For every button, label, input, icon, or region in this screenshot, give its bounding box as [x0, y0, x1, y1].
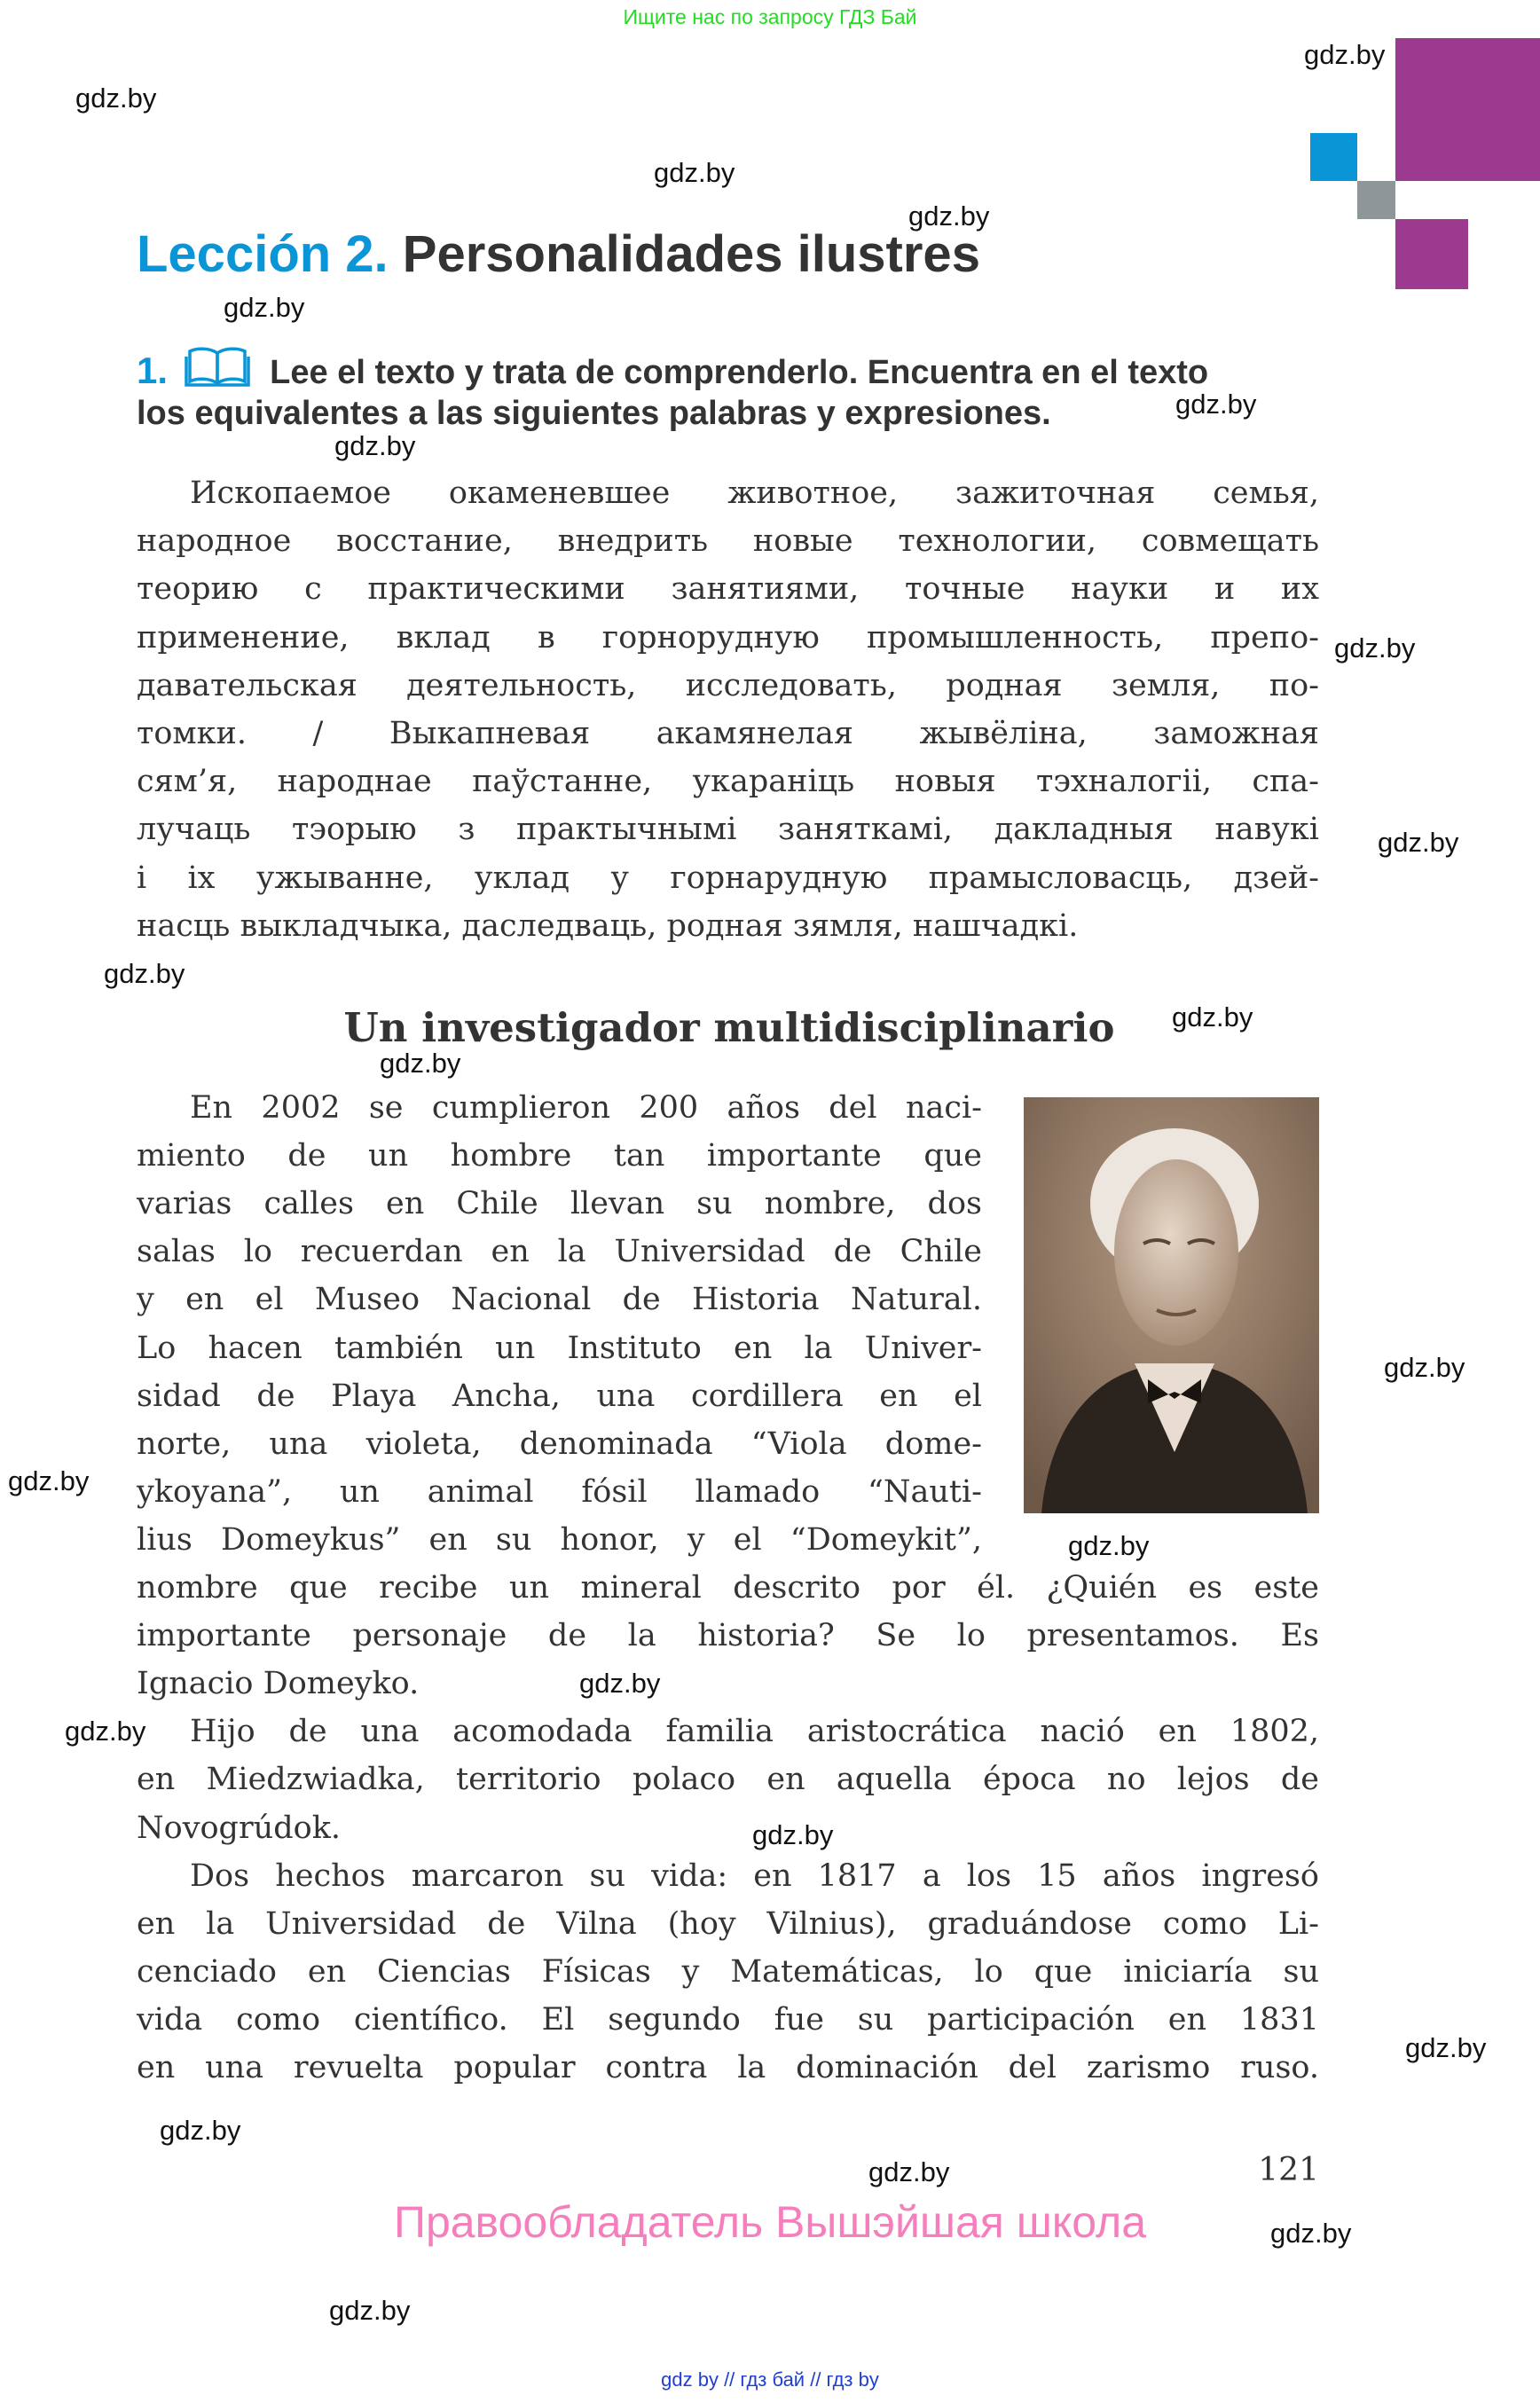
- reading-line: salas lo recuerdan en la Universidad de Chile: [137, 1234, 982, 1270]
- vocabulary-line: давательская деятельность, исследовать, родная земля, по-: [137, 667, 1319, 703]
- task-number: 1.: [137, 349, 169, 391]
- reading-line: vida como científico. El segundo fue su participación en 1831: [137, 2001, 1319, 2038]
- watermark: gdz.by: [1175, 389, 1257, 420]
- reading-line: lius Domeykus” en su honor, y el “Domeykit”,: [137, 1521, 982, 1558]
- watermark: gdz.by: [224, 292, 305, 323]
- vocabulary-line: томки. / Выкапневая акамянелая жывёліна, заможная: [137, 716, 1319, 751]
- reading-line: importante personaje de la historia? Se lo presentamos. Es: [137, 1618, 1319, 1654]
- watermark: gdz.by: [1334, 632, 1416, 664]
- watermark: gdz.by: [334, 430, 416, 461]
- lesson-title: [137, 224, 980, 286]
- watermark: gdz.by: [104, 958, 185, 989]
- portrait-photo: [1024, 1097, 1319, 1513]
- reading-line: y en el Museo Nacional de Historia Natural.: [137, 1282, 982, 1318]
- watermark: gdz.by: [1172, 1001, 1253, 1033]
- watermark: gdz.by: [908, 200, 990, 232]
- reading-line: Ignacio Domeyko.: [137, 1666, 420, 1702]
- vocabulary-line: народное восстание, внедрить новые технологии, совмещать: [137, 523, 1319, 560]
- search-hint: Ищите нас по запросу ГДЗ Бай: [623, 5, 917, 28]
- lesson-number: Lección 2.: [137, 225, 389, 283]
- reading-line: En 2002 se cumplieron 200 años del naci-: [190, 1090, 982, 1126]
- page-number: 121: [1258, 2152, 1319, 2188]
- reading-line: Dos hechos marcaron su vida: en 1817 a los 15 años ingresó: [190, 1857, 1319, 1894]
- reading-line: Lo hacen también un Instituto en la Univer-: [137, 1330, 982, 1366]
- watermark: gdz.by: [654, 157, 735, 188]
- watermark: gdz.by: [752, 1819, 834, 1850]
- vocabulary-line: теорию с практическими занятиями, точные науки и их: [137, 571, 1319, 608]
- watermark: gdz.by: [160, 2115, 241, 2146]
- lesson-name: Personalidades ilustres: [402, 225, 980, 283]
- footer-links[interactable]: gdz by // гдз бай // гдз by: [661, 2368, 879, 2391]
- reading-line: miento de un hombre tan importante que: [137, 1138, 982, 1174]
- reading-line: norte, una violeta, denominada “Viola dome-: [137, 1425, 982, 1462]
- watermark: gdz.by: [1378, 827, 1459, 858]
- vocabulary-line: насць выкладчыка, даследваць, родная зямля, нашчадкі.: [137, 907, 1079, 944]
- vocabulary-line: лучаць тэорыю з практычнымі заняткамі, дакладныя навукі: [137, 812, 1319, 848]
- reading-line: nombre que recibe un mineral descrito por él. ¿Quién es este: [137, 1570, 1319, 1606]
- reading-line: ykoyana”, un animal fósil llamado “Nauti-: [137, 1473, 982, 1510]
- task-text-line2: los equivalentes a las siguientes palabras y expresiones.: [137, 395, 1051, 432]
- decor-square-magenta-small: [1395, 219, 1468, 289]
- watermark: gdz.by: [579, 1668, 661, 1699]
- watermark: gdz.by: [75, 82, 157, 114]
- watermark: gdz.by: [1384, 1352, 1465, 1383]
- watermark: gdz.by: [1304, 39, 1386, 70]
- reading-line: Hijo de una acomodada familia aristocrática nació en 1802,: [190, 1714, 1319, 1750]
- decor-square-blue: [1310, 133, 1357, 181]
- task-text-line1: Lee el texto y trata de comprenderlo. Encuentra en el texto: [270, 354, 1209, 391]
- decor-square-gray: [1357, 181, 1395, 219]
- copyright-holder: Правообладатель Вышэйшая школа: [394, 2197, 1146, 2247]
- open-book-icon: [185, 344, 250, 398]
- watermark: gdz.by: [329, 2295, 411, 2326]
- task-instruction-line1: [137, 344, 1208, 398]
- reading-line: en Miedzwiadka, territorio polaco en aquella época no lejos de: [137, 1762, 1319, 1798]
- reading-line: sidad de Playa Ancha, una cordillera en el: [137, 1378, 982, 1414]
- reading-line: cenciado en Ciencias Físicas y Matemáticas, lo que iniciaría su: [137, 1953, 1319, 1990]
- vocabulary-line: Ископаемое окаменевшее животное, зажиточная семья,: [190, 475, 1319, 511]
- decor-square-magenta-large: [1395, 38, 1540, 181]
- reading-line: varias calles en Chile llevan su nombre, dos: [137, 1186, 982, 1222]
- watermark: gdz.by: [1068, 1530, 1150, 1561]
- watermark: gdz.by: [1270, 2218, 1352, 2249]
- watermark: gdz.by: [65, 1716, 146, 1747]
- reading-title: Un investigador multidisciplinario: [343, 1004, 1115, 1051]
- watermark: gdz.by: [8, 1465, 90, 1496]
- reading-line: Novogrúdok.: [137, 1810, 342, 1846]
- vocabulary-line: сям’я, народнае паўстанне, укараніць новыя тэхналогіі, спа-: [137, 764, 1319, 800]
- vocabulary-line: применение, вклад в горнорудную промышленность, препо-: [137, 619, 1319, 656]
- reading-line: en una revuelta popular contra la dominación del zarismo ruso.: [137, 2050, 1319, 2085]
- watermark: gdz.by: [380, 1048, 461, 1079]
- watermark: gdz.by: [868, 2156, 950, 2187]
- vocabulary-line: і іх ужыванне, уклад у горнарудную прамысловасць, дзей-: [137, 860, 1319, 896]
- reading-line: en la Universidad de Vilna (hoy Vilnius), graduándose como Li-: [137, 1905, 1319, 1942]
- watermark: gdz.by: [1405, 2032, 1487, 2063]
